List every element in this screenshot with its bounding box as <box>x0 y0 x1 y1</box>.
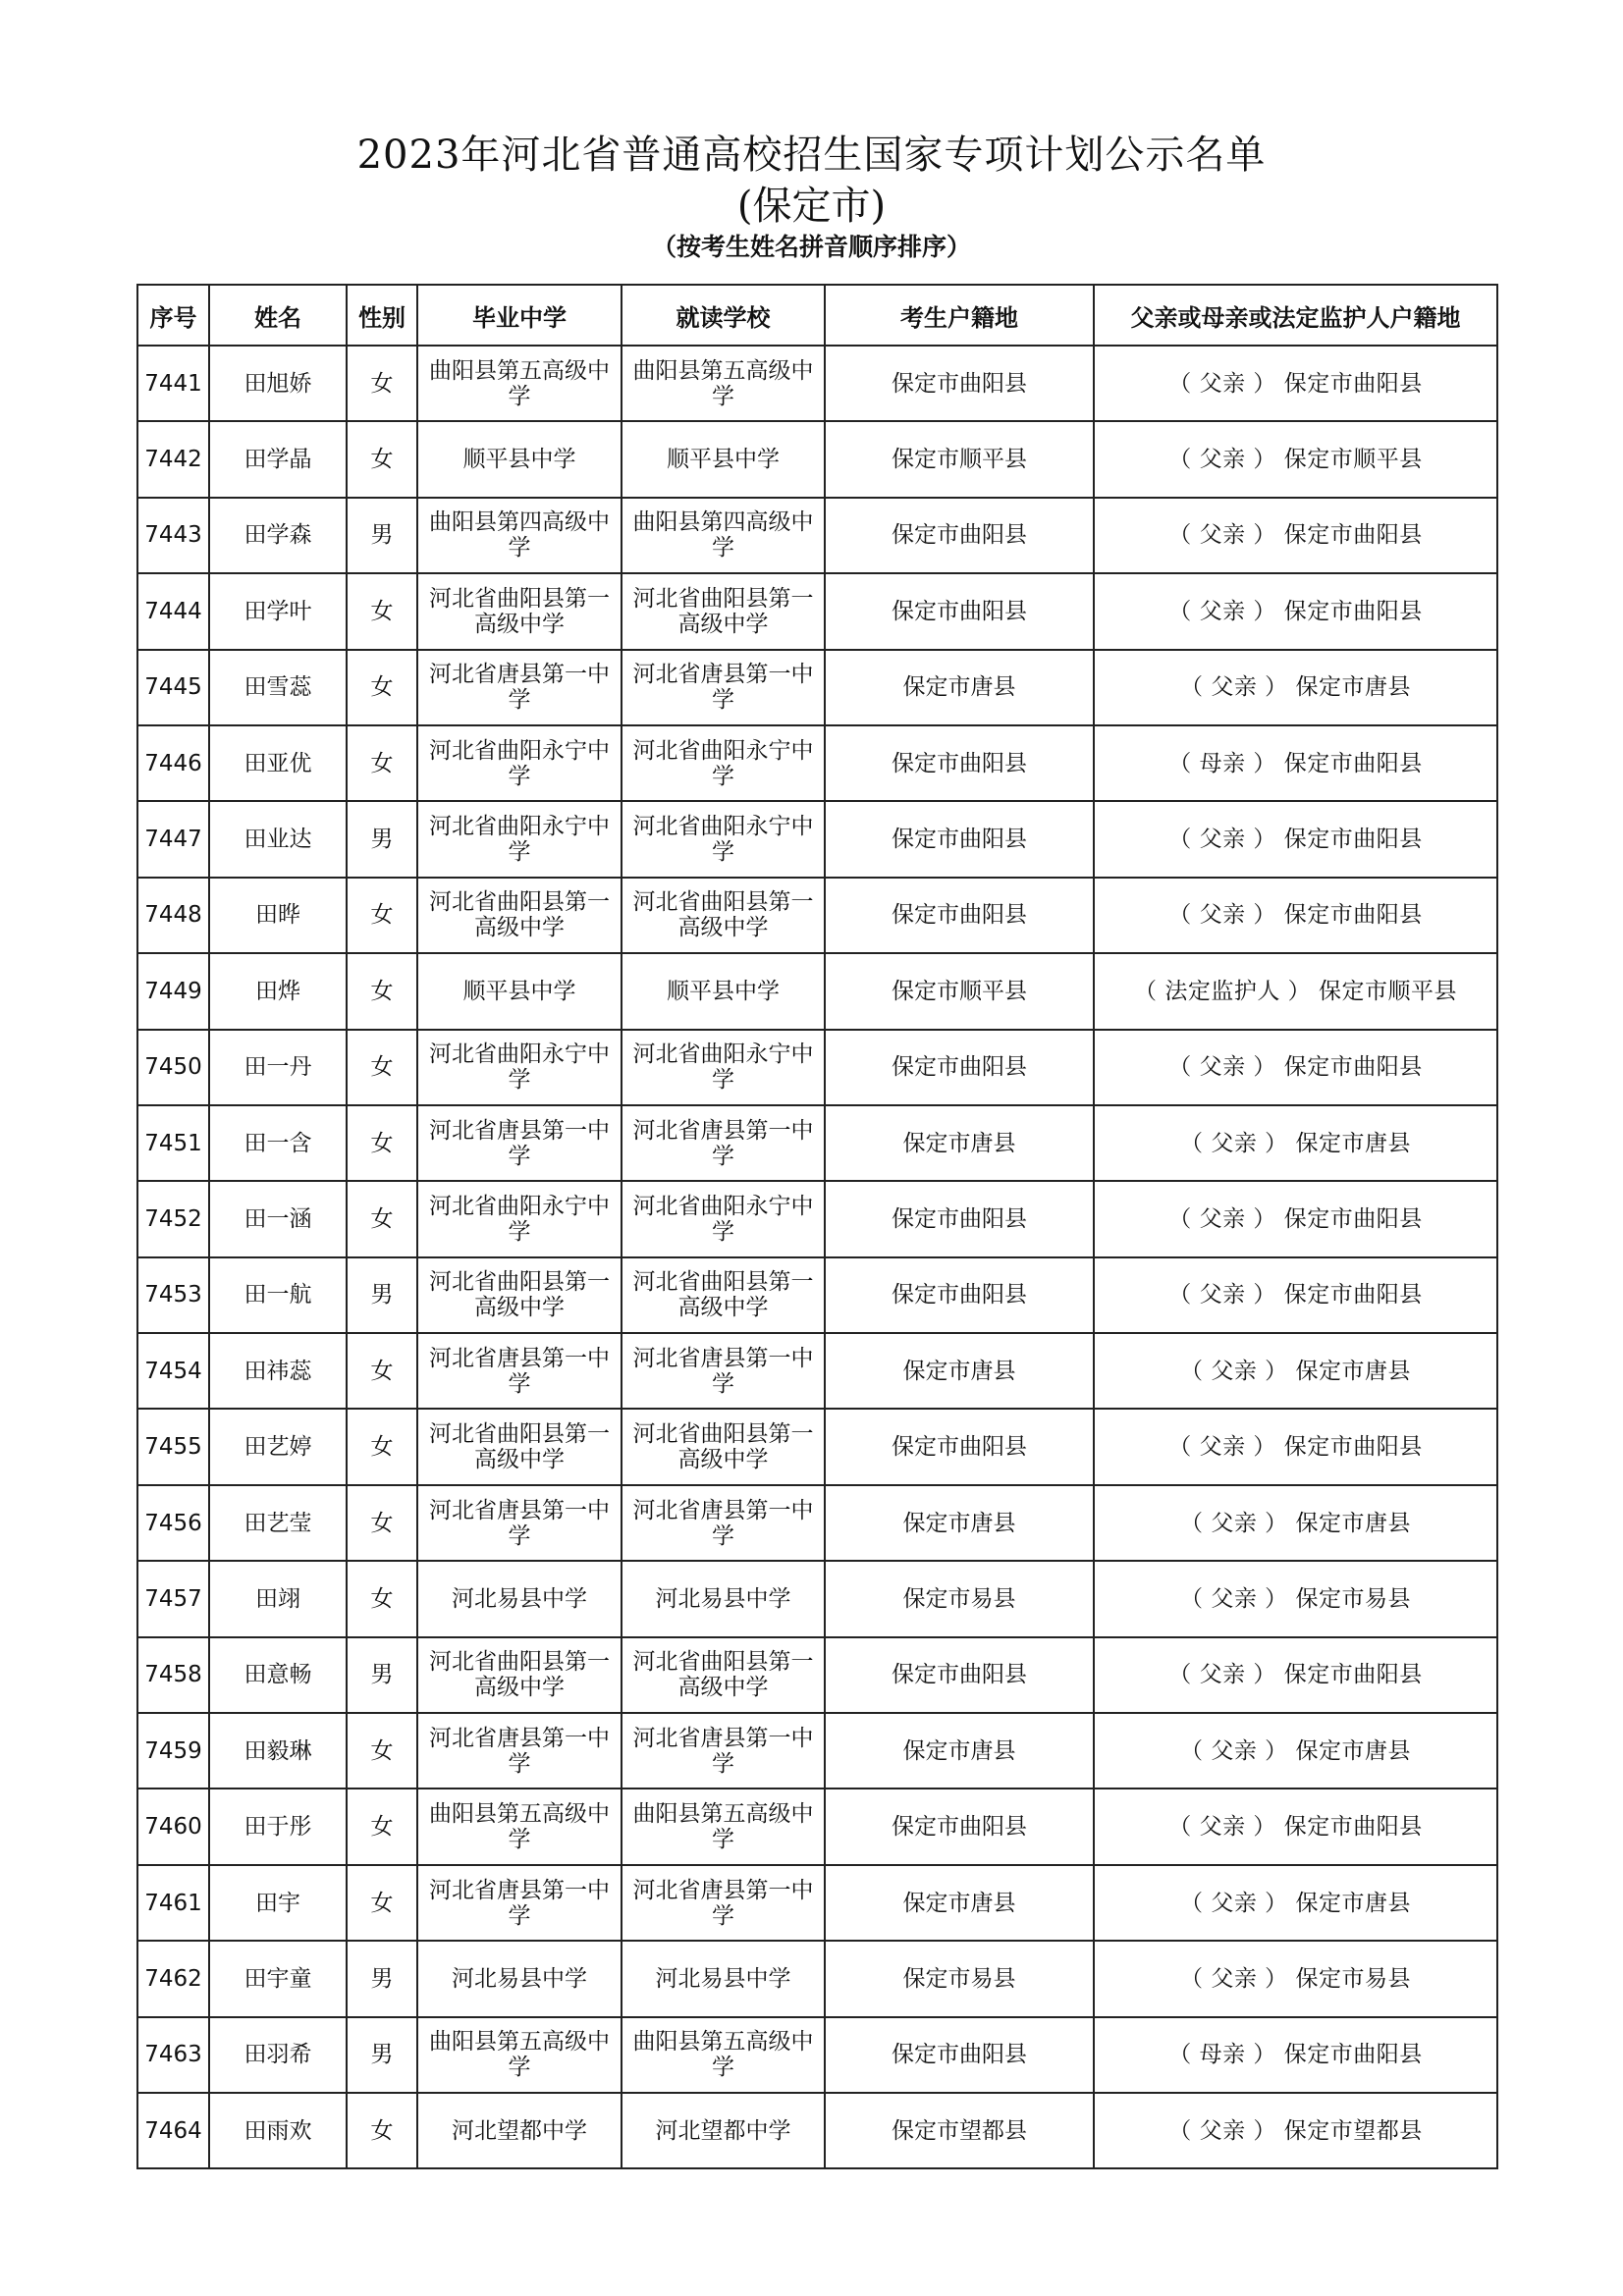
residence-cell: 保定市曲阳县 <box>825 2017 1094 2093</box>
residence-cell: 保定市顺平县 <box>825 421 1094 497</box>
guardian-cell: （ 父亲 ） 保定市曲阳县 <box>1094 346 1497 421</box>
current-school-cell: 河北省曲阳永宁中学 <box>622 801 825 877</box>
grad-school-cell: 河北省曲阳县第一高级中学 <box>417 1257 622 1333</box>
table-row <box>137 1713 1497 1789</box>
current-school-cell: 河北省唐县第一中学 <box>622 1865 825 1941</box>
table-row <box>137 1030 1497 1105</box>
current-school-cell: 河北省曲阳永宁中学 <box>622 1030 825 1105</box>
grad-school-cell: 河北省唐县第一中学 <box>417 1105 622 1181</box>
residence-cell: 保定市曲阳县 <box>825 1030 1094 1105</box>
seq-cell: 7444 <box>137 573 209 649</box>
seq-cell: 7447 <box>137 801 209 877</box>
gender-cell: 女 <box>347 1181 417 1256</box>
gender-cell: 女 <box>347 1409 417 1484</box>
gender-cell: 女 <box>347 573 417 649</box>
document-subtitle: (保定市) <box>736 184 887 229</box>
seq-cell: 7442 <box>137 421 209 497</box>
header-current-school: 就读学校 <box>622 285 825 346</box>
table-row <box>137 498 1497 573</box>
seq-cell: 7459 <box>137 1713 209 1789</box>
name-cell: 田学森 <box>209 498 347 573</box>
name-cell: 田艺婷 <box>209 1409 347 1484</box>
name-cell: 田意畅 <box>209 1637 347 1713</box>
seq-cell: 7453 <box>137 1257 209 1333</box>
residence-cell: 保定市曲阳县 <box>825 498 1094 573</box>
gender-cell: 女 <box>347 1561 417 1636</box>
table-row <box>137 1637 1497 1713</box>
current-school-cell: 顺平县中学 <box>622 421 825 497</box>
grad-school-cell: 曲阳县第五高级中学 <box>417 2017 622 2093</box>
name-cell: 田翊 <box>209 1561 347 1636</box>
guardian-cell: （ 母亲 ） 保定市曲阳县 <box>1094 2017 1497 2093</box>
guardian-cell: （ 父亲 ） 保定市唐县 <box>1094 650 1497 725</box>
grad-school-cell: 河北易县中学 <box>417 1561 622 1636</box>
residence-cell: 保定市易县 <box>825 1561 1094 1636</box>
header-row <box>137 285 1497 346</box>
guardian-cell: （ 父亲 ） 保定市唐县 <box>1094 1485 1497 1561</box>
gender-cell: 女 <box>347 1865 417 1941</box>
grad-school-cell: 河北省曲阳县第一高级中学 <box>417 1637 622 1713</box>
name-cell: 田学叶 <box>209 573 347 649</box>
seq-cell: 7460 <box>137 1789 209 1864</box>
guardian-cell: （ 父亲 ） 保定市唐县 <box>1094 1105 1497 1181</box>
header-gender: 性别 <box>347 285 417 346</box>
seq-cell: 7463 <box>137 2017 209 2093</box>
header-grad-school: 毕业中学 <box>417 285 622 346</box>
current-school-cell: 河北省唐县第一中学 <box>622 1105 825 1181</box>
name-cell: 田亚优 <box>209 725 347 801</box>
guardian-cell: （ 父亲 ） 保定市易县 <box>1094 1941 1497 2016</box>
grad-school-cell: 河北省曲阳县第一高级中学 <box>417 1409 622 1484</box>
name-cell: 田祎蕊 <box>209 1333 347 1409</box>
residence-cell: 保定市曲阳县 <box>825 1789 1094 1864</box>
guardian-cell: （ 父亲 ） 保定市曲阳县 <box>1094 1789 1497 1864</box>
residence-cell: 保定市唐县 <box>825 1485 1094 1561</box>
table-row <box>137 878 1497 953</box>
table-row <box>137 1409 1497 1484</box>
guardian-cell: （ 父亲 ） 保定市唐县 <box>1094 1713 1497 1789</box>
current-school-cell: 顺平县中学 <box>622 953 825 1029</box>
header-seq: 序号 <box>137 285 209 346</box>
table-row <box>137 1485 1497 1561</box>
residence-cell: 保定市曲阳县 <box>825 346 1094 421</box>
current-school-cell: 河北省曲阳县第一高级中学 <box>622 1409 825 1484</box>
grad-school-cell: 河北省唐县第一中学 <box>417 1865 622 1941</box>
guardian-cell: （ 父亲 ） 保定市唐县 <box>1094 1333 1497 1409</box>
name-cell: 田旭娇 <box>209 346 347 421</box>
gender-cell: 女 <box>347 346 417 421</box>
guardian-cell: （ 父亲 ） 保定市望都县 <box>1094 2093 1497 2168</box>
seq-cell: 7455 <box>137 1409 209 1484</box>
grad-school-cell: 河北省曲阳县第一高级中学 <box>417 573 622 649</box>
residence-cell: 保定市唐县 <box>825 1713 1094 1789</box>
table-row <box>137 953 1497 1029</box>
current-school-cell: 河北省曲阳永宁中学 <box>622 1181 825 1256</box>
table-row <box>137 1941 1497 2016</box>
current-school-cell: 河北省唐县第一中学 <box>622 1713 825 1789</box>
residence-cell: 保定市曲阳县 <box>825 878 1094 953</box>
seq-cell: 7449 <box>137 953 209 1029</box>
gender-cell: 女 <box>347 650 417 725</box>
gender-cell: 女 <box>347 1713 417 1789</box>
seq-cell: 7451 <box>137 1105 209 1181</box>
gender-cell: 女 <box>347 1105 417 1181</box>
header-name: 姓名 <box>209 285 347 346</box>
seq-cell: 7461 <box>137 1865 209 1941</box>
gender-cell: 男 <box>347 801 417 877</box>
table-row <box>137 650 1497 725</box>
residence-cell: 保定市唐县 <box>825 1105 1094 1181</box>
gender-cell: 女 <box>347 1030 417 1105</box>
current-school-cell: 曲阳县第四高级中学 <box>622 498 825 573</box>
seq-cell: 7452 <box>137 1181 209 1256</box>
guardian-cell: （ 父亲 ） 保定市曲阳县 <box>1094 1409 1497 1484</box>
name-cell: 田宇 <box>209 1865 347 1941</box>
seq-cell: 7464 <box>137 2093 209 2168</box>
current-school-cell: 河北望都中学 <box>622 2093 825 2168</box>
table-row <box>137 1105 1497 1181</box>
residence-cell: 保定市曲阳县 <box>825 1409 1094 1484</box>
gender-cell: 女 <box>347 878 417 953</box>
grad-school-cell: 曲阳县第五高级中学 <box>417 346 622 421</box>
gender-cell: 男 <box>347 498 417 573</box>
name-cell: 田艺莹 <box>209 1485 347 1561</box>
residence-cell: 保定市曲阳县 <box>825 801 1094 877</box>
table-row <box>137 1789 1497 1864</box>
header-guardian: 父亲或母亲或法定监护人户籍地 <box>1094 285 1497 346</box>
table-row <box>137 346 1497 421</box>
table-body <box>137 346 1497 2168</box>
name-cell: 田学晶 <box>209 421 347 497</box>
guardian-cell: （ 父亲 ） 保定市曲阳县 <box>1094 1637 1497 1713</box>
seq-cell: 7448 <box>137 878 209 953</box>
residence-cell: 保定市唐县 <box>825 650 1094 725</box>
grad-school-cell: 顺平县中学 <box>417 421 622 497</box>
current-school-cell: 曲阳县第五高级中学 <box>622 2017 825 2093</box>
guardian-cell: （ 父亲 ） 保定市曲阳县 <box>1094 878 1497 953</box>
gender-cell: 女 <box>347 725 417 801</box>
residence-cell: 保定市唐县 <box>825 1333 1094 1409</box>
name-cell: 田于彤 <box>209 1789 347 1864</box>
current-school-cell: 河北省曲阳永宁中学 <box>622 725 825 801</box>
seq-cell: 7446 <box>137 725 209 801</box>
gender-cell: 男 <box>347 1941 417 2016</box>
seq-cell: 7457 <box>137 1561 209 1636</box>
current-school-cell: 河北省曲阳县第一高级中学 <box>622 1637 825 1713</box>
guardian-cell: （ 父亲 ） 保定市曲阳县 <box>1094 1030 1497 1105</box>
seq-cell: 7441 <box>137 346 209 421</box>
current-school-cell: 河北省唐县第一中学 <box>622 1333 825 1409</box>
name-cell: 田一航 <box>209 1257 347 1333</box>
gender-cell: 女 <box>347 1485 417 1561</box>
grad-school-cell: 顺平县中学 <box>417 953 622 1029</box>
guardian-cell: （ 父亲 ） 保定市顺平县 <box>1094 421 1497 497</box>
residence-cell: 保定市曲阳县 <box>825 1257 1094 1333</box>
residence-cell: 保定市曲阳县 <box>825 1637 1094 1713</box>
grad-school-cell: 河北易县中学 <box>417 1941 622 2016</box>
residence-cell: 保定市曲阳县 <box>825 725 1094 801</box>
header-residence: 考生户籍地 <box>825 285 1094 346</box>
table-row <box>137 2017 1497 2093</box>
table-row <box>137 725 1497 801</box>
grad-school-cell: 河北省曲阳永宁中学 <box>417 801 622 877</box>
grad-school-cell: 河北望都中学 <box>417 2093 622 2168</box>
gender-cell: 男 <box>347 2017 417 2093</box>
gender-cell: 男 <box>347 1257 417 1333</box>
residence-cell: 保定市望都县 <box>825 2093 1094 2168</box>
grad-school-cell: 河北省曲阳永宁中学 <box>417 1181 622 1256</box>
residence-cell: 保定市曲阳县 <box>825 573 1094 649</box>
current-school-cell: 河北省曲阳县第一高级中学 <box>622 1257 825 1333</box>
guardian-cell: （ 父亲 ） 保定市曲阳县 <box>1094 498 1497 573</box>
grad-school-cell: 河北省唐县第一中学 <box>417 1333 622 1409</box>
grad-school-cell: 河北省唐县第一中学 <box>417 650 622 725</box>
roster-table <box>136 284 1498 2169</box>
name-cell: 田烨 <box>209 953 347 1029</box>
seq-cell: 7456 <box>137 1485 209 1561</box>
grad-school-cell: 曲阳县第五高级中学 <box>417 1789 622 1864</box>
table-row <box>137 573 1497 649</box>
table-row <box>137 1865 1497 1941</box>
residence-cell: 保定市易县 <box>825 1941 1094 2016</box>
seq-cell: 7462 <box>137 1941 209 2016</box>
table-row <box>137 421 1497 497</box>
gender-cell: 女 <box>347 1333 417 1409</box>
gender-cell: 女 <box>347 953 417 1029</box>
guardian-cell: （ 父亲 ） 保定市曲阳县 <box>1094 1257 1497 1333</box>
name-cell: 田一含 <box>209 1105 347 1181</box>
sort-note: （按考生姓名拼音顺序排序） <box>651 233 971 261</box>
current-school-cell: 曲阳县第五高级中学 <box>622 1789 825 1864</box>
guardian-cell: （ 父亲 ） 保定市易县 <box>1094 1561 1497 1636</box>
guardian-cell: （ 父亲 ） 保定市曲阳县 <box>1094 1181 1497 1256</box>
table-row <box>137 1561 1497 1636</box>
name-cell: 田一丹 <box>209 1030 347 1105</box>
residence-cell: 保定市顺平县 <box>825 953 1094 1029</box>
table-row <box>137 1181 1497 1256</box>
current-school-cell: 河北省唐县第一中学 <box>622 1485 825 1561</box>
name-cell: 田毅琳 <box>209 1713 347 1789</box>
grad-school-cell: 河北省曲阳县第一高级中学 <box>417 878 622 953</box>
table-row <box>137 2093 1497 2168</box>
name-cell: 田业达 <box>209 801 347 877</box>
seq-cell: 7454 <box>137 1333 209 1409</box>
grad-school-cell: 河北省曲阳永宁中学 <box>417 725 622 801</box>
current-school-cell: 河北易县中学 <box>622 1561 825 1636</box>
residence-cell: 保定市曲阳县 <box>825 1181 1094 1256</box>
gender-cell: 女 <box>347 421 417 497</box>
grad-school-cell: 曲阳县第四高级中学 <box>417 498 622 573</box>
table-row <box>137 801 1497 877</box>
gender-cell: 女 <box>347 1789 417 1864</box>
name-cell: 田雨欢 <box>209 2093 347 2168</box>
current-school-cell: 河北易县中学 <box>622 1941 825 2016</box>
grad-school-cell: 河北省唐县第一中学 <box>417 1485 622 1561</box>
name-cell: 田晔 <box>209 878 347 953</box>
current-school-cell: 河北省曲阳县第一高级中学 <box>622 878 825 953</box>
name-cell: 田宇童 <box>209 1941 347 2016</box>
name-cell: 田羽希 <box>209 2017 347 2093</box>
guardian-cell: （ 父亲 ） 保定市曲阳县 <box>1094 801 1497 877</box>
name-cell: 田一涵 <box>209 1181 347 1256</box>
current-school-cell: 曲阳县第五高级中学 <box>622 346 825 421</box>
gender-cell: 女 <box>347 2093 417 2168</box>
guardian-cell: （ 母亲 ） 保定市曲阳县 <box>1094 725 1497 801</box>
name-cell: 田雪蕊 <box>209 650 347 725</box>
current-school-cell: 河北省唐县第一中学 <box>622 650 825 725</box>
guardian-cell: （ 法定监护人 ） 保定市顺平县 <box>1094 953 1497 1029</box>
grad-school-cell: 河北省唐县第一中学 <box>417 1713 622 1789</box>
seq-cell: 7443 <box>137 498 209 573</box>
residence-cell: 保定市唐县 <box>825 1865 1094 1941</box>
table-header <box>137 285 1497 346</box>
table-row <box>137 1257 1497 1333</box>
grad-school-cell: 河北省曲阳永宁中学 <box>417 1030 622 1105</box>
gender-cell: 男 <box>347 1637 417 1713</box>
document-title: 2023年河北省普通高校招生国家专项计划公示名单 <box>356 133 1267 178</box>
seq-cell: 7458 <box>137 1637 209 1713</box>
seq-cell: 7445 <box>137 650 209 725</box>
guardian-cell: （ 父亲 ） 保定市曲阳县 <box>1094 573 1497 649</box>
guardian-cell: （ 父亲 ） 保定市唐县 <box>1094 1865 1497 1941</box>
current-school-cell: 河北省曲阳县第一高级中学 <box>622 573 825 649</box>
seq-cell: 7450 <box>137 1030 209 1105</box>
table-row <box>137 1333 1497 1409</box>
